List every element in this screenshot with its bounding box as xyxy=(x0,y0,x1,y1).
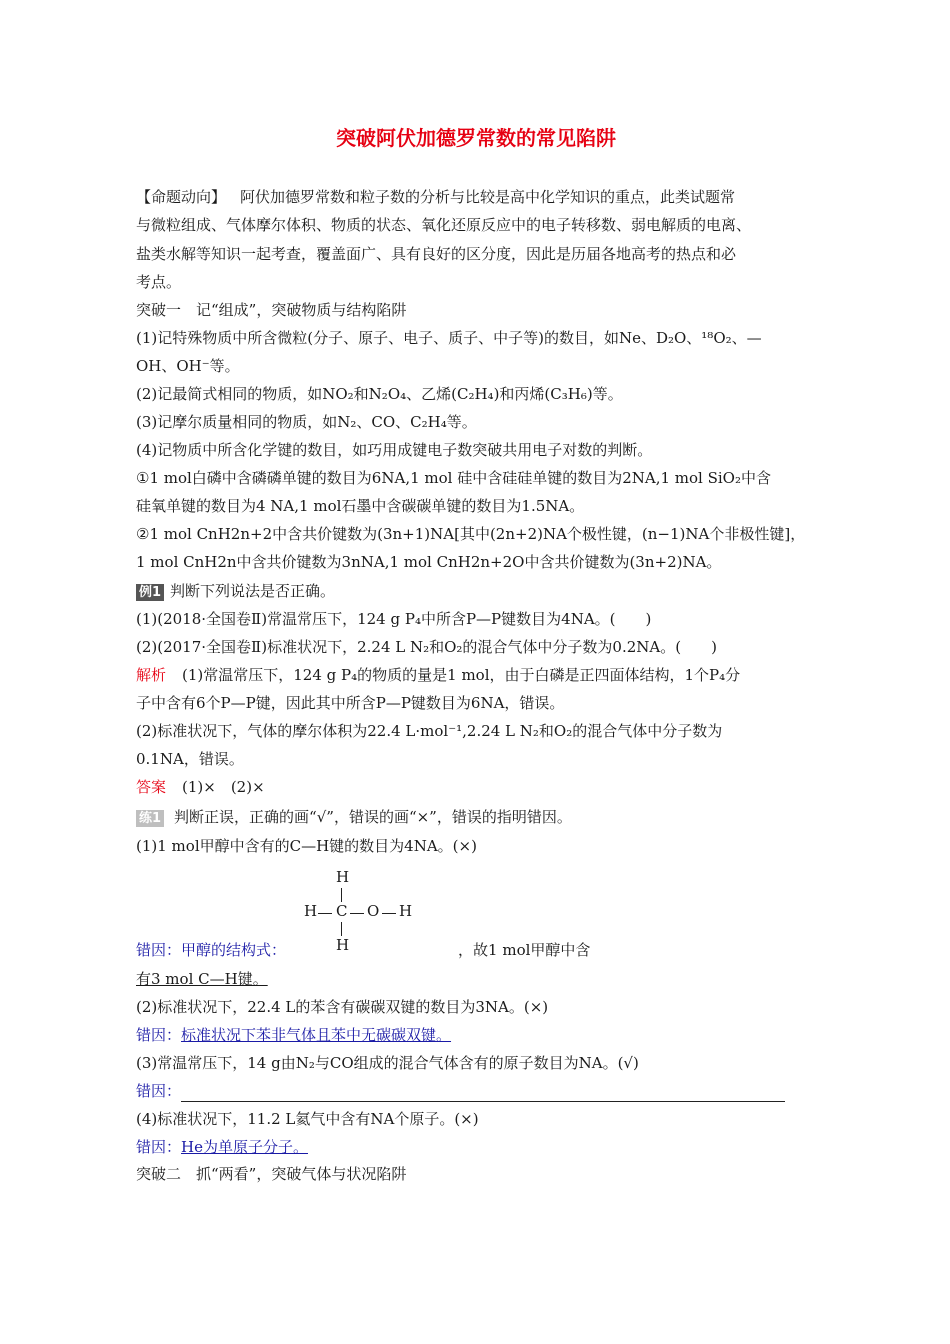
example1-analysis-1: 解析 (1)常温常压下，124 g P₄的物质的量是1 mol，由于白磷是正四面体结构，1个P₄分 xyxy=(136,666,741,684)
example1-analysis-2: 子中含有6个P—P键，因此其中所含P—P键数目为6NA，错误。 xyxy=(136,694,565,712)
answer-label: 答案 xyxy=(136,778,167,796)
section1-item: ②1 mol CnH2n+2中含共价键数为(3n+1)NA[其中(2n+2)NA个极性键，(n−1)NA个非极性键]， xyxy=(136,525,806,543)
practice1-q3: (3)常温常压下，14 g由N₂与CO组成的混合气体含有的原子数目为NA。(√) xyxy=(136,1054,639,1072)
reason-label: 错因： xyxy=(136,1026,182,1044)
section1-item: 1 mol CnH2n中含共价键数为3nNA,1 mol CnH2n+2O中含共价键数为(3n+2)NA。 xyxy=(136,553,722,571)
example1-prompt: 例1 判断下列说法是否正确。 xyxy=(136,580,335,602)
page-title: 突破阿伏加德罗常数的常见陷阱 xyxy=(336,126,616,150)
practice1-prompt: 练1 判断正误，正确的画“√”，错误的画“×”，错误的指明错因。 xyxy=(136,806,572,828)
practice-tag: 练1 xyxy=(136,810,164,827)
intro-line-1: 【命题动向】 阿伏加德罗常数和粒子数的分析与比较是高中化学知识的重点，此类试题常 xyxy=(136,188,736,206)
atom-o: O xyxy=(367,902,380,920)
practice1-q1: (1)1 mol甲醇中含有的C—H键的数目为4NA。(×) xyxy=(136,837,477,855)
section1-item: (3)记摩尔质量相同的物质，如N₂、CO、C₂H₄等。 xyxy=(136,413,477,431)
bond-line xyxy=(341,922,342,936)
example1-q2: (2)(2017·全国卷Ⅱ)标准状况下，2.24 L N₂和O₂的混合气体中分子数为0.2NA。( ) xyxy=(136,638,717,656)
atom-h: H xyxy=(336,868,350,886)
practice1-q4: (4)标准状况下，11.2 L氦气中含有NA个原子。(×) xyxy=(136,1110,479,1128)
practice1-q1-reason: 错因：甲醇的结构式： ，故1 mol甲醇中含 xyxy=(136,941,591,959)
practice1-q1-reason-cont: 有3 mol C—H键。 xyxy=(136,970,268,988)
atom-h: H xyxy=(304,902,318,920)
practice1-q4-reason: 错因：He为单原子分子。 xyxy=(136,1138,308,1156)
bond-line xyxy=(318,913,332,914)
reason-label: 错因： xyxy=(136,941,182,959)
section1-item: (2)记最简式相同的物质，如NO₂和N₂O₄、乙烯(C₂H₄)和丙烯(C₃H₆)等。 xyxy=(136,385,623,403)
example1-answer: 答案 (1)× (2)× xyxy=(136,778,265,796)
atom-h: H xyxy=(336,936,350,954)
section1-item: (4)记物质中所含化学键的数目，如巧用成键电子数突破共用电子对数的判断。 xyxy=(136,441,653,459)
example-tag: 例1 xyxy=(136,584,164,601)
reason-label: 错因： xyxy=(136,1138,182,1156)
section1-heading: 突破一 记“组成”，突破物质与结构陷阱 xyxy=(136,301,407,319)
bond-line xyxy=(341,888,342,902)
atom-h: H xyxy=(399,902,413,920)
section1-item: (1)记特殊物质中所含微粒(分子、原子、电子、质子、中子等)的数目，如Ne、D₂O、¹⁸O₂、— xyxy=(136,329,762,347)
example1-analysis-4: 0.1NA，错误。 xyxy=(136,750,244,768)
analysis-label: 解析 xyxy=(136,666,167,684)
example1-q1: (1)(2018·全国卷Ⅱ)常温常压下，124 g P₄中所含P—P键数目为4NA。( ) xyxy=(136,610,652,628)
practice1-q3-reason xyxy=(136,1080,785,1102)
bond-line xyxy=(350,913,364,914)
section1-item: OH、OH⁻等。 xyxy=(136,357,240,375)
answer-blank-line xyxy=(181,1085,785,1102)
practice1-q2: (2)标准状况下，22.4 L的苯含有碳碳双键的数目为3NA。(×) xyxy=(136,998,549,1016)
reason-label: 错因： xyxy=(136,1082,182,1100)
example1-analysis-3: (2)标准状况下，气体的摩尔体积为22.4 L·mol⁻¹,2.24 L N₂和O₂的混合气体中分子数为 xyxy=(136,722,723,740)
section1-item: ①1 mol白磷中含磷磷单键的数目为6NA,1 mol 硅中含硅硅单键的数目为2NA,1 mol SiO₂中含 xyxy=(136,469,771,487)
intro-line-2: 与微粒组成、气体摩尔体积、物质的状态、氧化还原反应中的电子转移数、弱电解质的电离、 xyxy=(136,216,752,234)
intro-line-3: 盐类水解等知识一起考查，覆盖面广、具有良好的区分度，因此是历届各地高考的热点和必 xyxy=(136,245,737,263)
atom-c: C xyxy=(336,902,348,920)
section1-item: 硅氧单键的数目为4 NA,1 mol石墨中含碳碳单键的数目为1.5NA。 xyxy=(136,497,585,515)
intro-label: 【命题动向】 xyxy=(136,188,227,206)
intro-line-4: 考点。 xyxy=(136,273,182,291)
practice1-q2-reason: 错因：标准状况下苯非气体且苯中无碳碳双键。 xyxy=(136,1026,452,1044)
bond-line xyxy=(382,913,396,914)
section2-heading: 突破二 抓“两看”，突破气体与状况陷阱 xyxy=(136,1165,407,1183)
